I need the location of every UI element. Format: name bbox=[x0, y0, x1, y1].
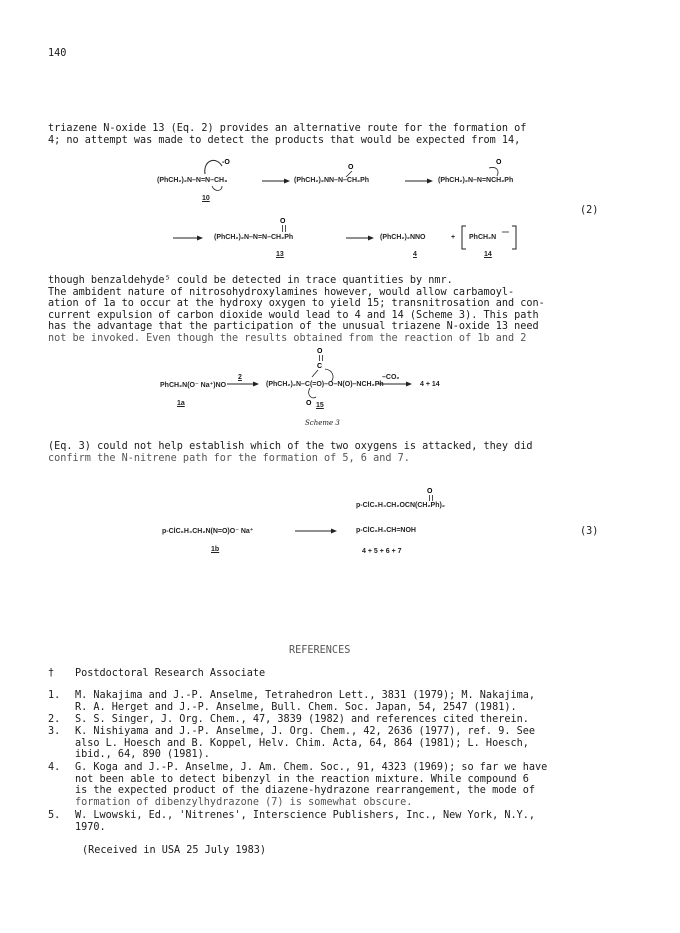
reference-number: 5. bbox=[48, 810, 61, 821]
eq3-reactant: p-ClC₆H₄CH₂N(N=O)O⁻ Na⁺ bbox=[162, 528, 254, 535]
text-line: not be invoked. Even though the results obtained from the reaction of 1b and 2 bbox=[48, 332, 527, 344]
reference-line: ibid., 64, 890 (1981). bbox=[75, 749, 210, 761]
eq2-compound-13: (PhCH₂)₂N–N=N–CH₂Ph bbox=[214, 234, 294, 241]
scheme3-caption: Scheme 3 bbox=[305, 419, 340, 427]
dagger-symbol: † bbox=[48, 668, 55, 679]
scheme3-label-1a: 1a bbox=[177, 400, 185, 407]
text-line: The ambident nature of nitrosohydroxylamines however, would allow carbamoyl- bbox=[48, 286, 515, 298]
reference-line: M. Nakajima and J.-P. Anselme, Tetrahedron Lett., 3831 (1979); M. Nakajima, bbox=[75, 690, 536, 701]
scheme3-step: –CO₂ bbox=[382, 374, 400, 381]
text-line: triazene N-oxide 13 (Eq. 2) provides an alternative route for the formation of bbox=[48, 123, 527, 134]
text-line: current expulsion of carbon dioxide would lead to 4 and 14 (Scheme 3). This path bbox=[48, 309, 539, 321]
eq2-compound-4: (PhCH₂)₂NNO bbox=[380, 234, 426, 241]
reference-line: not been able to detect bibenzyl in the reaction mixture. While compound 6 bbox=[75, 773, 529, 785]
eq2-compound-10: (PhCH₂)₂N–N=N–CH₃ bbox=[157, 177, 228, 184]
reference-line: S. S. Singer, J. Org. Chem., 47, 3839 (1982) and references cited therein. bbox=[75, 714, 529, 725]
reference-line: G. Koga and J.-P. Anselme, J. Am. Chem. Soc., 91, 4323 (1969); so far we have bbox=[75, 762, 548, 773]
text-line: ation of 1a to occur at the hydroxy oxygen to yield 15; transnitrosation and con- bbox=[48, 298, 545, 310]
page-number: 140 bbox=[48, 48, 67, 59]
scheme3-products: 4 + 14 bbox=[420, 381, 440, 388]
reference-line: is the expected product of the diazene-hydrazone rearrangement, the mode of bbox=[75, 785, 536, 797]
dagger-note-text: Postdoctoral Research Associate bbox=[75, 668, 266, 679]
reference-number: 2. bbox=[48, 714, 61, 725]
dagger-note bbox=[48, 668, 266, 680]
received-date: (Received in USA 25 July 1983) bbox=[82, 845, 267, 856]
text-line: has the advantage that the participation of the unusual triazene N-oxide 13 need bbox=[48, 321, 539, 333]
eq3-product-2: p-ClC₆H₄CH=NOH bbox=[356, 527, 416, 534]
text-line: (Eq. 3) could not help establish which of the two oxygens is attacked, they did bbox=[48, 441, 533, 452]
eq3-number: (3) bbox=[580, 526, 599, 537]
svg-text:C: C bbox=[317, 363, 323, 370]
scheme3-label-15: 15 bbox=[316, 402, 324, 409]
eq2-compound-mid: (PhCH₂)₂NN–N–CH₂Ph bbox=[294, 177, 370, 184]
eq2-compound-14: PhCH₂N bbox=[469, 234, 497, 241]
reference-line: K. Nishiyama and J.-P. Anselme, J. Org. Chem., 42, 2636 (1977), ref. 9. See bbox=[75, 726, 536, 737]
text-line: though benzaldehyde⁵ could be detected in trace quantities by nmr. bbox=[48, 275, 453, 286]
reference-line: also L. Hoesch and B. Koppel, Helv. Chim. Acta, 64, 864 (1981); L. Hoesch, bbox=[75, 737, 529, 749]
svg-text:O: O bbox=[306, 400, 312, 407]
eq2-label-10: 10 bbox=[202, 195, 210, 202]
svg-text:O: O bbox=[348, 164, 354, 171]
eq3-products-line: 4 + 5 + 6 + 7 bbox=[362, 548, 402, 555]
eq2-plus: + bbox=[451, 234, 456, 241]
svg-text:O: O bbox=[427, 488, 433, 495]
text-line: confirm the N-nitrene path for the formation of 5, 6 and 7. bbox=[48, 452, 410, 464]
reference-line: R. A. Herget and J.-P. Anselme, Bull. Chem. Soc. Japan, 54, 2547 (1981). bbox=[75, 701, 517, 713]
references-heading: REFERENCES bbox=[289, 645, 351, 656]
scheme3-intermediate: (PhCH₂)₂N–C(=O)–O–N(O)–NCH₂Ph bbox=[266, 381, 384, 388]
eq3-label-1b: 1b bbox=[211, 546, 220, 553]
eq2-label-14: 14 bbox=[484, 251, 492, 258]
eq2-compound-right: (PhCH₂)₂N–N=NCH₂Ph bbox=[438, 177, 514, 184]
reference-line: 1970. bbox=[75, 821, 106, 833]
reference-number: 4. bbox=[48, 762, 61, 773]
text-line: 4; no attempt was made to detect the products that would be expected from 14, bbox=[48, 134, 521, 146]
eq2-number: (2) bbox=[580, 205, 599, 216]
reference-line: formation of dibenzylhydrazone (7) is somewhat obscure. bbox=[75, 796, 413, 808]
eq2-label-4: 4 bbox=[413, 251, 417, 258]
eq2-label-13: 13 bbox=[276, 251, 284, 258]
scheme3-reagent: 2 bbox=[238, 374, 242, 381]
reference-number: 3. bbox=[48, 726, 61, 737]
svg-text:O: O bbox=[280, 218, 286, 225]
svg-text:O: O bbox=[496, 159, 502, 166]
svg-text:-O: -O bbox=[222, 159, 230, 166]
reference-line: W. Lwowski, Ed., 'Nitrenes', Interscience Publishers, Inc., New York, N.Y., bbox=[75, 810, 536, 821]
eq3-product-1: p-ClC₆H₄CH₂OCN(CH₂Ph)₂ bbox=[356, 502, 445, 509]
svg-text:O: O bbox=[317, 348, 323, 355]
scheme3-reactant: PhCH₂N(O⁻ Na⁺)NO bbox=[160, 382, 227, 389]
reference-number: 1. bbox=[48, 690, 61, 701]
